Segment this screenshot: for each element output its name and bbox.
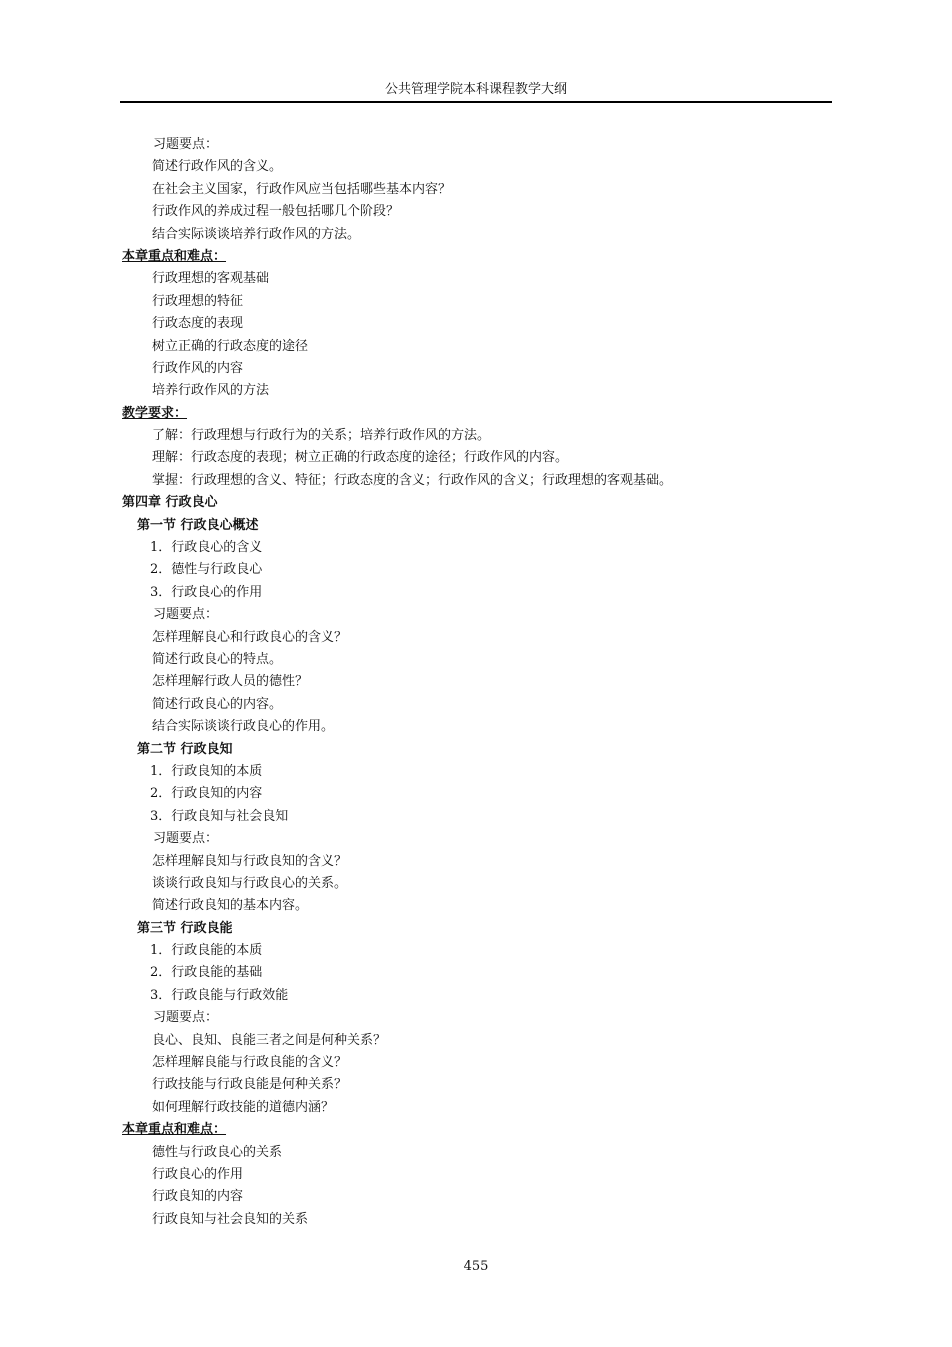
exercise-item: 怎样理解良心和行政良心的含义？ (152, 629, 348, 645)
key-point: 德性与行政良心的关系 (152, 1144, 283, 1160)
section-item: 1．行政良心的含义 (150, 540, 263, 556)
section-item: 3．行政良能与行政效能 (150, 987, 289, 1003)
key-point: 树立正确的行政态度的途径 (152, 338, 309, 354)
key-point: 行政良知与社会良知的关系 (152, 1211, 309, 1227)
section-item: 2．德性与行政良心 (150, 562, 263, 578)
section-item: 1．行政良能的本质 (150, 943, 263, 959)
exercise-item: 在社会主义国家，行政作风应当包括哪些基本内容？ (152, 181, 452, 197)
exercise-item: 结合实际谈谈行政良心的作用。 (152, 719, 335, 735)
section-title: 第一节 行政良心概述 (137, 517, 259, 533)
section-item: 2．行政良知的内容 (150, 786, 263, 802)
section-title: 第三节 行政良能 (137, 920, 233, 936)
exercise-item: 行政作风的养成过程一般包括哪几个阶段？ (152, 204, 400, 220)
exercise-item: 怎样理解行政人员的德性？ (152, 674, 309, 690)
section-item: 2．行政良能的基础 (150, 965, 263, 981)
exercise-heading: 习题要点： (153, 1010, 219, 1026)
requirement-item: 掌握：行政理想的含义、特征；行政态度的含义；行政作风的含义；行政理想的客观基础。 (152, 472, 673, 488)
section-item: 3．行政良知与社会良知 (150, 808, 289, 824)
exercise-heading: 习题要点： (153, 607, 219, 623)
section-title: 第二节 行政良知 (137, 741, 233, 757)
key-point: 行政良心的作用 (152, 1166, 244, 1182)
section-item: 3．行政良心的作用 (150, 584, 263, 600)
key-point: 培养行政作风的方法 (152, 383, 270, 399)
key-point: 行政理想的客观基础 (152, 271, 270, 287)
exercise-item: 简述行政良心的内容。 (152, 696, 283, 712)
key-points-heading: 本章重点和难点： (122, 248, 227, 264)
key-point: 行政作风的内容 (152, 360, 244, 376)
exercise-heading: 习题要点： (153, 831, 219, 847)
key-points-heading: 本章重点和难点： (122, 1122, 227, 1138)
exercise-item: 简述行政良知的基本内容。 (152, 898, 309, 914)
exercise-item: 结合实际谈谈培养行政作风的方法。 (152, 226, 361, 242)
exercise-item: 良心、良知、良能三者之间是何种关系？ (152, 1032, 387, 1048)
key-point: 行政理想的特征 (152, 293, 244, 309)
exercise-item: 怎样理解良能与行政良能的含义？ (152, 1055, 348, 1071)
page-number: 455 (463, 1259, 489, 1274)
document-body (122, 134, 822, 1231)
chapter-title: 第四章 行政良心 (122, 495, 218, 511)
exercise-item: 简述行政作风的含义。 (152, 159, 283, 175)
exercise-item: 如何理解行政技能的道德内涵？ (152, 1099, 335, 1115)
header-rule (120, 101, 832, 103)
running-header: 公共管理学院本科课程教学大纲 (384, 82, 567, 97)
key-point: 行政良知的内容 (152, 1189, 244, 1205)
teaching-requirements-heading: 教学要求： (122, 405, 188, 421)
requirement-item: 理解：行政态度的表现；树立正确的行政态度的途径；行政作风的内容。 (152, 450, 569, 466)
section-item: 1．行政良知的本质 (150, 763, 263, 779)
requirement-item: 了解：行政理想与行政行为的关系；培养行政作风的方法。 (152, 428, 491, 444)
key-point: 行政态度的表现 (152, 316, 244, 332)
exercise-item: 谈谈行政良知与行政良心的关系。 (152, 875, 348, 891)
exercise-item: 简述行政良心的特点。 (152, 651, 283, 667)
exercise-item: 行政技能与行政良能是何种关系？ (152, 1077, 348, 1093)
exercise-heading: 习题要点： (153, 137, 219, 152)
exercise-item: 怎样理解良知与行政良知的含义？ (152, 853, 348, 869)
